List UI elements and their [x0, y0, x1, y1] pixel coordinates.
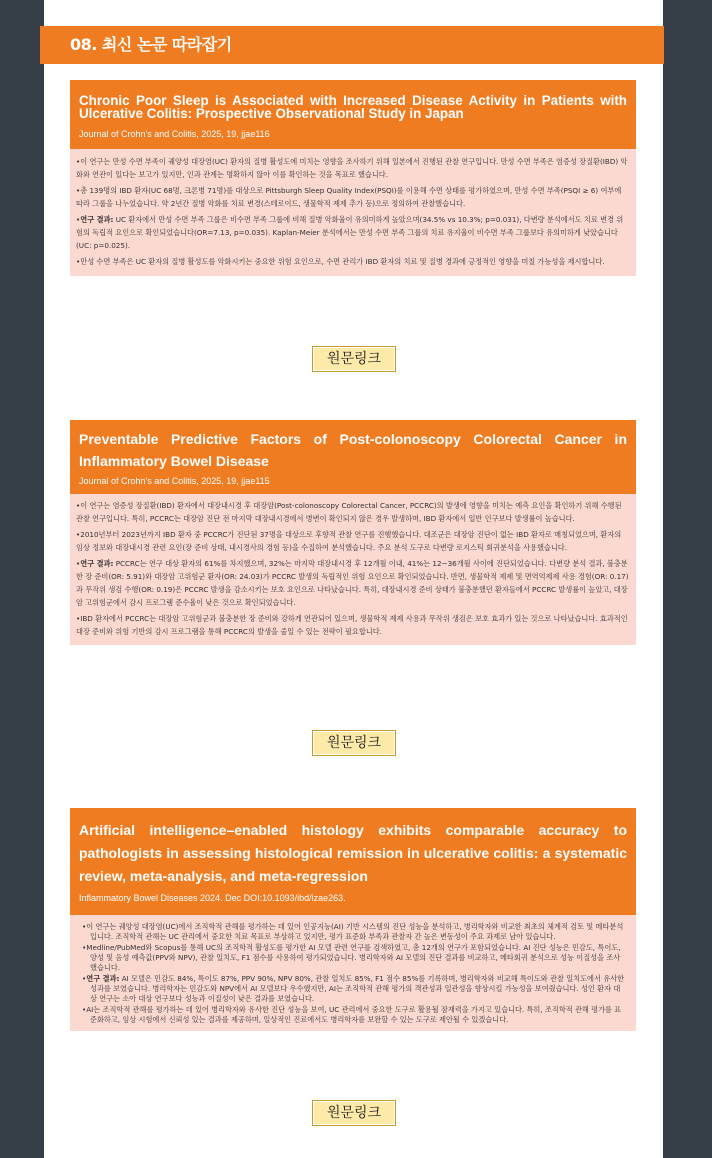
paper-header [70, 80, 636, 149]
summary-paragraph-results: • 연구 결과: PCCRC는 연구 대상 환자의 61%를 차지했으며, 32%는 마지막 대장내시경 후 12개월 이내, 41%는 12~36개월 사이에 진단되었습니다. 다변량 분석 결과, 불충분한 장 준비(OR: 5.91)와 대장암 고위험군 환자(OR: 24.03)가 PCCRC 발생의 독립적인 위험 요인으로 확인되었습니다. 반면, 생물학적 제제 및 면역억제제 사용 경험(OR: 0.17)과 무작위 생검 수행(OR: 0.19)은 PCCRC 발생을 감소시키는 보호 요인으로 나타났습니다. 특히, 대장내시경 준비 상태가 불충분했던 환자들에서 PCCRC 발생률이 높았고, 대장암 고위험군에서 감시 프로그램 준수율이 낮은 것으로 확인되었습니다. [76, 557, 629, 609]
summary-paragraph: • 만성 수면 부족은 UC 환자의 질병 활성도를 악화시키는 중요한 위험 요인으로, 수면 관리가 IBD 환자의 치료 및 질병 경과에 긍정적인 영향을 미칠 가능성을 제시합니다. [76, 255, 629, 268]
paper-title: Preventable Predictive Factors of Post-colonoscopy Colorectal Cancer in Inflammatory Bowel Disease [79, 431, 627, 469]
summary-paragraph: • Medline/PubMed와 Scopus를 통해 UC의 조직학적 활성도를 평가한 AI 모델 관련 연구를 검색하였고, 총 12개의 연구가 포함되었습니다. AI 진단 성능은 민감도, 특이도, 양성 및 음성 예측값(PPV와 NPV), 관찰 일치도, F1 점수를 사용하여 평가되었습니다. 병리학자와 AI 모델의 진단 결과를 비교하고, 메타회귀 분석으로 성능 이질성을 조사했습니다. [80, 943, 626, 973]
summary-paragraph: • 2010년부터 2023년까지 IBD 환자 중 PCCRC가 진단된 37명을 대상으로 후향적 관찰 연구를 진행했습니다. 대조군은 대장암 진단이 없는 IBD 환자로 매칭되었으며, 환자의 임상 정보와 대장내시경 관련 요인(장 준비 상태, 내시경사의 경험 등)을 수집하여 분석했습니다. 주요 분석 도구로 다변량 로지스틱 회귀분석을 사용했습니다. [76, 528, 629, 554]
summary-paragraph: • 이 연구는 염증성 장질환(IBD) 환자에서 대장내시경 후 대장암(Post-colonoscopy Colorectal Cancer, PCCRC)의 발생에 영향을 미치는 예측 요인을 확인하기 위해 수행된 관찰 연구입니다. 특히, PCCRC는 대장암 진단 전 마지막 대장내시경에서 병변이 확인되지 않은 경우 발생하며, IBD 환자에서 일반 인구보다 발생률이 높습니다. [76, 499, 629, 525]
summary-paragraph: • 이 연구는 궤양성 대장염(UC)에서 조직학적 관해를 평가하는 데 있어 인공지능(AI) 기반 시스템의 진단 성능을 분석하고, 병리학자와 비교한 최초의 체계적 검토 및 메타분석입니다. 조직학적 관해는 UC 관리에서 중요한 치료 목표로 부상하고 있지만, 평가 표준화 부족과 관찰자 간 높은 변동성이 주요 과제로 남아 있습니다. [80, 922, 626, 942]
summary-paragraph-results: • 연구 결과: UC 환자에서 만성 수면 부족 그룹은 비수면 부족 그룹에 비해 질병 악화율이 유의미하게 높았으며(34.5% vs 10.3%; p=0.031), 다변량 분석에서도 치료 변경 위험의 독립적 요인으로 확인되었습니다(OR=7.13, p=0.035). Kaplan-Meier 분석에서는 만성 수면 부족 그룹의 치료 유지율이 비수면 부족 그룹보다 유의미하게 낮았습니다(UC: p=0.025). [76, 213, 629, 252]
paper-source: Journal of Crohn's and Colitis, 2025, 19, jjae116 [79, 129, 270, 139]
original-link-button-3[interactable]: 원문링크 [312, 1100, 396, 1126]
paper-summary [70, 494, 636, 645]
section-title: 08. 최신 논문 따라잡기 [40, 26, 664, 64]
paper-title: Chronic Poor Sleep is Associated with Increased Disease Activity in Patients with Ulcerative Colitis: Prospective Observational Study in Japan [79, 93, 627, 121]
summary-paragraph: • 총 139명의 IBD 환자(UC 68명, 크론병 71명)를 대상으로 Pittsburgh Sleep Quality Index(PSQI)를 이용해 수면 상태를 평가하였으며, 만성 수면 부족(PSQI ≥ 6) 여부에 따라 그룹을 나누었습니다. 약 2년간 질병 악화를 치료 변경(스테로이드, 생물학적 제제 추가 등)으로 정의하여 관찰했습니다. [76, 184, 629, 210]
summary-paragraph-results: • 연구 결과: AI 모델은 민감도 84%, 특이도 87%, PPV 90%, NPV 80%, 관찰 일치도 85%, F1 점수 85%를 기록하며, 병리학자와 비교해 특이도와 관찰 일치도에서 유사한 성과를 보였습니다. 병리학자는 민감도와 NPV에서 AI 모델보다 우수했지만, AI는 조직학적 관해 평가의 객관성과 일관성을 향상시킬 가능성을 보여줬습니다. 성인 환자 대상 연구는 소아 대상 연구보다 성능과 이질성이 낮은 결과를 보였습니다. [80, 974, 626, 1004]
paper-header [70, 808, 636, 915]
paper-card-2 [70, 420, 636, 645]
paper-header [70, 420, 636, 494]
paper-summary [70, 915, 636, 1031]
paper-source: Journal of Crohn's and Colitis, 2025, 19, jjae115 [79, 476, 270, 486]
summary-paragraph: • AI는 조직학적 관해를 평가하는 데 있어 병리학자와 유사한 진단 성능을 보여, UC 관리에서 중요한 도구로 활용될 잠재력을 가지고 있습니다. 특히, 조직학적 관해 평가를 표준화하고, 임상 시험에서 신뢰성 있는 결과를 제공하며, 일상적인 진료에서도 병리학자를 보완할 수 있는 도구로 제안될 수 있겠습니다. [80, 1005, 626, 1025]
summary-paragraph: • 이 연구는 만성 수면 부족이 궤양성 대장염(UC) 환자의 질병 활성도에 미치는 영향을 조사하기 위해 일본에서 진행된 관찰 연구입니다. 만성 수면 부족은 염증성 장질환(IBD) 악화와 연관이 있다는 보고가 있지만, 인과 관계는 명확하지 않아 이를 확인하는 것을 목표로 했습니다. [76, 155, 629, 181]
paper-summary [70, 149, 636, 276]
summary-paragraph: • IBD 환자에서 PCCRC는 대장암 고위험군과 불충분한 장 준비와 강하게 연관되어 있으며, 생물학적 제제 사용과 무작위 생검은 보호 효과가 있는 것으로 나타났습니다. 효과적인 대장 준비와 위험 기반의 감시 프로그램을 통해 PCCRC의 발생을 줄일 수 있는 전략이 필요합니다. [76, 612, 629, 638]
original-link-button-1[interactable]: 원문링크 [312, 346, 396, 372]
paper-card-1 [70, 80, 636, 276]
paper-title: Artificial intelligence–enabled histology exhibits comparable accuracy to pathologists in assessing histological remission in ulcerative colitis: a systematic review, meta-analysis, and meta-regression [79, 822, 627, 884]
original-link-button-2[interactable]: 원문링크 [312, 730, 396, 756]
paper-card-3 [70, 808, 636, 1031]
paper-source: Inflammatory Bowel Diseases 2024. Dec DOI:10.1093/ibd/izae263. [79, 893, 346, 903]
